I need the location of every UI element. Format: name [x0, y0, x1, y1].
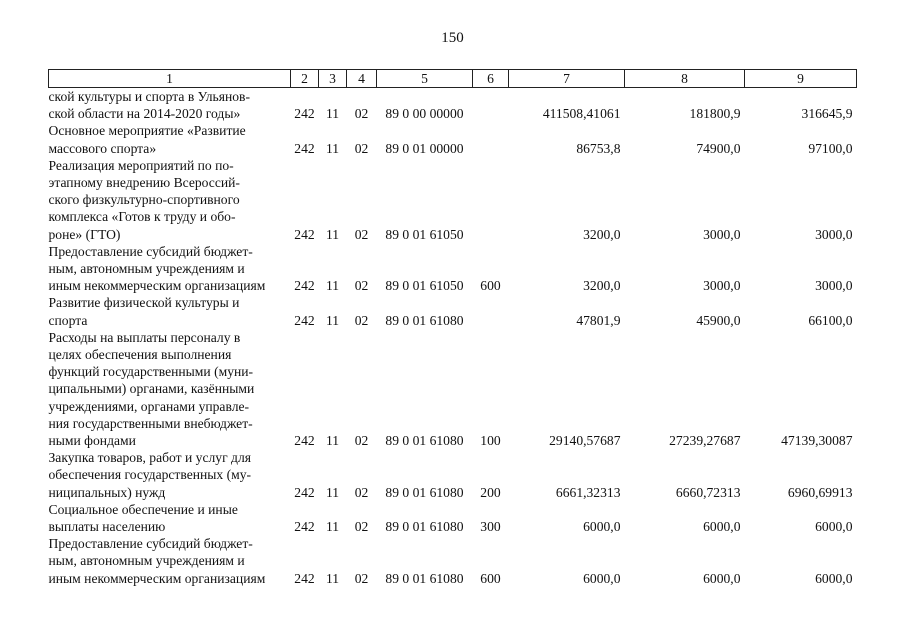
- table-row: [49, 449, 857, 501]
- section-cell: 11: [325, 433, 340, 449]
- section-cell: 11: [325, 312, 340, 328]
- description-line: массового спорта»: [48, 140, 157, 156]
- description-line: Развитие физической культуры и: [48, 295, 240, 311]
- budget-table-container: [48, 69, 856, 587]
- amount-cell-col8: 3000,0: [703, 226, 741, 242]
- amount-cell-col9: 66100,0: [808, 312, 853, 328]
- description-line: ципальными) органами, казёнными: [48, 381, 255, 397]
- header-cell: 6: [473, 70, 509, 88]
- target-article-cell: 89 0 00 00000: [385, 106, 464, 122]
- code-cell: 242: [294, 433, 315, 449]
- description-line: целях обеспечения выполнения: [48, 347, 232, 363]
- row-description: [49, 88, 291, 123]
- subsection-cell: 02: [354, 106, 369, 122]
- subsection-cell: 02: [354, 433, 369, 449]
- description-line: ской области на 2014-2020 годы»: [48, 106, 241, 122]
- header-cell: 5: [377, 70, 473, 88]
- subsection-cell: 02: [354, 570, 369, 586]
- amount-cell-col7: 47801,9: [576, 312, 621, 328]
- expense-type-cell: 200: [480, 484, 501, 500]
- description-line: ского физкультурно-спортивного: [48, 192, 240, 208]
- amount-cell-col8: 6000,0: [703, 519, 741, 535]
- description-line: спорта: [48, 312, 88, 328]
- row-description: [49, 535, 291, 587]
- row-description: [49, 243, 291, 295]
- description-line: Предоставление субсидий бюджет-: [48, 243, 253, 259]
- section-cell: 11: [325, 106, 340, 122]
- subsection-cell: 02: [354, 484, 369, 500]
- code-cell: 242: [294, 106, 315, 122]
- subsection-cell: 02: [354, 312, 369, 328]
- description-line: выплаты населению: [48, 519, 166, 535]
- description-line: ниципальных) нужд: [48, 484, 166, 500]
- section-cell: 11: [325, 519, 340, 535]
- description-line: этапному внедрению Всероссий-: [48, 175, 240, 191]
- header-cell: 3: [319, 70, 347, 88]
- description-line: Предоставление субсидий бюджет-: [48, 536, 253, 552]
- header-cell: 8: [625, 70, 745, 88]
- subsection-cell: 02: [354, 519, 369, 535]
- code-cell: 242: [294, 570, 315, 586]
- amount-cell-col8: 74900,0: [696, 140, 741, 156]
- table-row: [49, 501, 857, 535]
- table-row: [49, 243, 857, 295]
- row-description: [49, 449, 291, 501]
- expense-type-cell: 300: [480, 519, 501, 535]
- code-cell: 242: [294, 519, 315, 535]
- amount-cell-col7: 411508,41061: [542, 106, 621, 122]
- target-article-cell: 89 0 01 61080: [385, 433, 464, 449]
- subsection-cell: 02: [354, 226, 369, 242]
- row-description: [49, 157, 291, 243]
- code-cell: 242: [294, 278, 315, 294]
- code-cell: 242: [294, 226, 315, 242]
- table-header: [49, 70, 857, 88]
- expense-type-cell: [473, 88, 509, 123]
- header-cell: 2: [291, 70, 319, 88]
- amount-cell-col9: 316645,9: [801, 106, 853, 122]
- expense-type-cell: [473, 122, 509, 156]
- expense-type-cell: 100: [480, 433, 501, 449]
- description-line: Социальное обеспечение и иные: [48, 501, 238, 517]
- amount-cell-col9: 3000,0: [815, 226, 853, 242]
- amount-cell-col7: 3200,0: [583, 226, 621, 242]
- code-cell: 242: [294, 484, 315, 500]
- description-line: иным некоммерческим организациям: [48, 570, 266, 586]
- amount-cell-col7: 6000,0: [583, 570, 621, 586]
- description-line: Основное мероприятие «Развитие: [48, 123, 246, 139]
- amount-cell-col9: 6000,0: [815, 570, 853, 586]
- target-article-cell: 89 0 01 61080: [385, 519, 464, 535]
- target-article-cell: 89 0 01 61080: [385, 312, 464, 328]
- expense-type-cell: 600: [480, 570, 501, 586]
- description-line: Закупка товаров, работ и услуг для: [48, 450, 252, 466]
- amount-cell-col8: 45900,0: [696, 312, 741, 328]
- amount-cell-col8: 6660,72313: [675, 484, 741, 500]
- amount-cell-col8: 181800,9: [689, 106, 741, 122]
- amount-cell-col9: 6000,0: [815, 519, 853, 535]
- amount-cell-col8: 3000,0: [703, 278, 741, 294]
- amount-cell-col9: 47139,30087: [781, 433, 853, 449]
- description-line: ния государственными внебюджет-: [48, 415, 253, 431]
- amount-cell-col7: 6661,32313: [555, 484, 621, 500]
- section-cell: 11: [325, 140, 340, 156]
- section-cell: 11: [325, 278, 340, 294]
- description-line: функций государственными (муни-: [48, 364, 254, 380]
- row-description: [49, 294, 291, 328]
- description-line: Реализация мероприятий по по-: [48, 157, 234, 173]
- amount-cell-col7: 29140,57687: [549, 433, 621, 449]
- header-cell: 1: [49, 70, 291, 88]
- amount-cell-col9: 6960,69913: [787, 484, 853, 500]
- amount-cell-col7: 86753,8: [576, 140, 621, 156]
- subsection-cell: 02: [354, 140, 369, 156]
- description-line: Расходы на выплаты персоналу в: [48, 329, 241, 345]
- table-body: [49, 88, 857, 587]
- expense-type-cell: [473, 294, 509, 328]
- table-row: [49, 88, 857, 123]
- expense-type-cell: [473, 157, 509, 243]
- description-line: ными фондами: [48, 433, 136, 449]
- page-number: 150: [441, 30, 464, 46]
- row-description: [49, 329, 291, 449]
- description-line: ным, автономным учреждениям и: [48, 261, 245, 277]
- expense-type-cell: 600: [480, 278, 501, 294]
- table-row: [49, 535, 857, 587]
- row-description: [49, 501, 291, 535]
- amount-cell-col8: 27239,27687: [669, 433, 741, 449]
- table-row: [49, 157, 857, 243]
- amount-cell-col9: 97100,0: [808, 140, 853, 156]
- target-article-cell: 89 0 01 61080: [385, 570, 464, 586]
- code-cell: 242: [294, 140, 315, 156]
- section-cell: 11: [325, 226, 340, 242]
- row-description: [49, 122, 291, 156]
- description-line: ным, автономным учреждениям и: [48, 553, 245, 569]
- description-line: иным некоммерческим организациям: [48, 278, 266, 294]
- header-cell: 9: [745, 70, 857, 88]
- amount-cell-col8: 6000,0: [703, 570, 741, 586]
- description-line: обеспечения государственных (му-: [48, 467, 252, 483]
- header-cell: 7: [509, 70, 625, 88]
- table-row: [49, 294, 857, 328]
- description-line: комплекса «Готов к труду и обо-: [48, 209, 236, 225]
- code-cell: 242: [294, 312, 315, 328]
- table-row: [49, 122, 857, 156]
- description-line: учреждениями, органами управле-: [48, 398, 250, 414]
- amount-cell-col9: 3000,0: [815, 278, 853, 294]
- section-cell: 11: [325, 484, 340, 500]
- amount-cell-col7: 6000,0: [583, 519, 621, 535]
- section-cell: 11: [325, 570, 340, 586]
- description-line: ской культуры и спорта в Ульянов-: [48, 89, 250, 104]
- target-article-cell: 89 0 01 61050: [385, 226, 464, 242]
- header-cell: 4: [347, 70, 377, 88]
- table-row: [49, 329, 857, 449]
- target-article-cell: 89 0 01 61080: [385, 484, 464, 500]
- target-article-cell: 89 0 01 00000: [385, 140, 464, 156]
- description-line: роне» (ГТО): [48, 226, 121, 242]
- budget-table: [48, 69, 857, 587]
- target-article-cell: 89 0 01 61050: [385, 278, 464, 294]
- amount-cell-col7: 3200,0: [583, 278, 621, 294]
- subsection-cell: 02: [354, 278, 369, 294]
- header-row: [49, 70, 857, 88]
